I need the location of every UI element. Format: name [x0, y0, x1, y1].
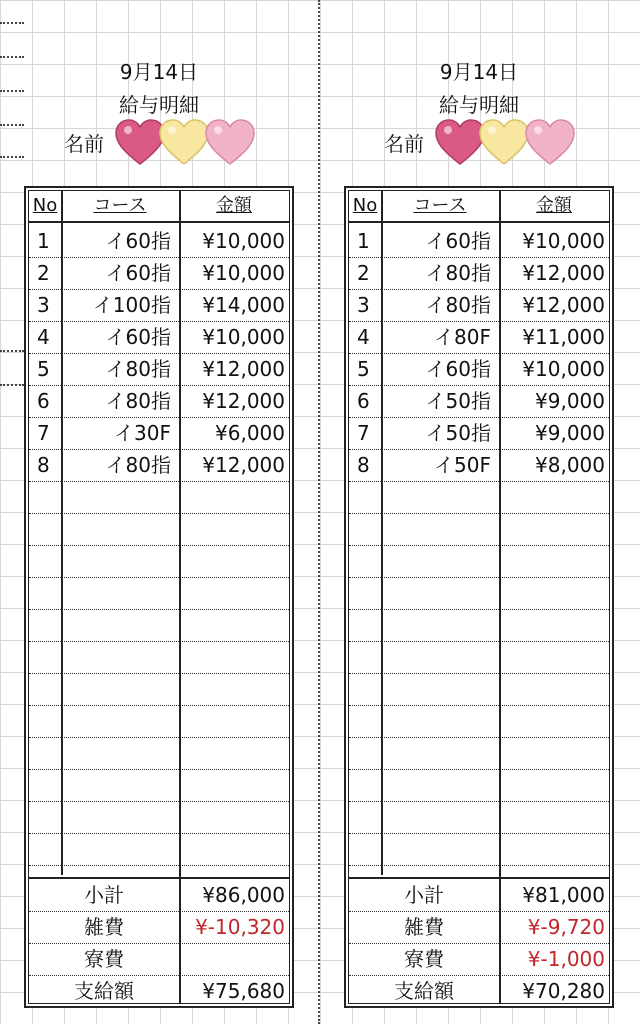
header-amount: 金額	[216, 195, 252, 216]
table-row	[349, 257, 609, 290]
row-no: 6	[357, 389, 370, 413]
row-no	[349, 513, 381, 545]
row-course: イ50F	[434, 453, 491, 477]
row-amount: ¥10,000	[202, 261, 285, 285]
table-body	[349, 225, 609, 873]
row-no: 7	[357, 421, 370, 445]
row-amount	[179, 577, 289, 609]
row-amount	[499, 513, 609, 545]
row-course	[381, 769, 499, 801]
row-amount	[499, 769, 609, 801]
row-amount	[179, 705, 289, 737]
row-no: 8	[357, 453, 370, 477]
row-amount	[499, 801, 609, 833]
page-break-mark	[0, 384, 24, 386]
header-no: No	[32, 195, 58, 216]
row-no	[349, 673, 381, 705]
heart-light-pink-icon	[524, 118, 576, 168]
row-no	[29, 481, 61, 513]
row-course	[381, 481, 499, 513]
empty-row	[29, 801, 289, 834]
misc-expense-row	[349, 911, 609, 944]
pay-label: 支給額	[74, 979, 134, 1003]
row-course	[381, 833, 499, 865]
summary-section	[349, 877, 609, 1003]
row-course	[61, 609, 179, 641]
row-no: 2	[357, 261, 370, 285]
row-course	[381, 673, 499, 705]
row-course	[61, 513, 179, 545]
subtotal-value: ¥86,000	[202, 883, 285, 907]
row-no	[349, 737, 381, 769]
row-course: イ80指	[105, 453, 171, 477]
table-row	[349, 449, 609, 482]
row-course	[381, 609, 499, 641]
row-no	[29, 705, 61, 737]
row-course: イ60指	[425, 229, 491, 253]
row-course: イ80指	[425, 261, 491, 285]
row-amount	[179, 609, 289, 641]
page-break-mark	[0, 56, 24, 58]
row-amount: ¥11,000	[522, 325, 605, 349]
subtotal-value: ¥81,000	[522, 883, 605, 907]
row-course	[381, 737, 499, 769]
table-row	[29, 417, 289, 450]
table-row	[29, 449, 289, 482]
row-amount: ¥9,000	[535, 389, 605, 413]
empty-row	[349, 609, 609, 642]
empty-row	[29, 577, 289, 610]
row-no: 4	[357, 325, 370, 349]
row-no	[349, 801, 381, 833]
row-amount	[499, 481, 609, 513]
page-break-mark	[0, 124, 24, 126]
table-row	[29, 385, 289, 418]
empty-row	[29, 481, 289, 514]
table-row	[349, 385, 609, 418]
row-course	[61, 545, 179, 577]
empty-row	[349, 673, 609, 706]
row-amount	[499, 705, 609, 737]
subtotal-label: 小計	[404, 883, 444, 907]
row-amount	[499, 577, 609, 609]
empty-row	[349, 801, 609, 834]
row-no	[29, 673, 61, 705]
row-course: イ60指	[105, 325, 171, 349]
row-amount: ¥12,000	[202, 453, 285, 477]
empty-row	[349, 769, 609, 802]
row-no	[29, 833, 61, 865]
row-course: イ60指	[105, 261, 171, 285]
row-course	[381, 513, 499, 545]
row-no: 1	[37, 229, 50, 253]
row-course	[381, 801, 499, 833]
row-amount: ¥12,000	[522, 261, 605, 285]
row-amount: ¥12,000	[202, 357, 285, 381]
row-amount	[179, 673, 289, 705]
row-amount	[179, 769, 289, 801]
summary-section	[29, 877, 289, 1003]
row-course: イ80指	[105, 389, 171, 413]
row-no	[29, 641, 61, 673]
row-course: イ60指	[425, 357, 491, 381]
row-amount: ¥10,000	[522, 357, 605, 381]
pay-value: ¥70,280	[522, 979, 605, 1003]
empty-row	[29, 833, 289, 866]
misc-label: 雑費	[84, 915, 124, 939]
empty-row	[349, 481, 609, 514]
row-course	[61, 737, 179, 769]
row-course	[381, 545, 499, 577]
row-no	[29, 801, 61, 833]
row-no: 6	[37, 389, 50, 413]
dorm-label: 寮費	[404, 947, 444, 971]
misc-label: 雑費	[404, 915, 444, 939]
table-row	[29, 289, 289, 322]
empty-row	[29, 769, 289, 802]
row-course	[61, 705, 179, 737]
row-course: イ80指	[425, 293, 491, 317]
row-amount	[179, 513, 289, 545]
dorm-fee-row	[349, 943, 609, 976]
row-no	[29, 577, 61, 609]
table-row	[29, 257, 289, 290]
empty-row	[29, 513, 289, 546]
subtotal-row	[29, 879, 289, 912]
row-course: イ60指	[105, 229, 171, 253]
table-row	[29, 321, 289, 354]
row-no	[349, 481, 381, 513]
pay-label: 支給額	[394, 979, 454, 1003]
net-pay-row	[29, 975, 289, 1008]
row-course	[61, 801, 179, 833]
empty-row	[349, 545, 609, 578]
row-no: 3	[37, 293, 50, 317]
row-no	[29, 513, 61, 545]
row-no	[349, 769, 381, 801]
row-no: 4	[37, 325, 50, 349]
row-amount: ¥9,000	[535, 421, 605, 445]
row-amount	[499, 833, 609, 865]
row-amount	[499, 641, 609, 673]
table-row	[349, 417, 609, 450]
table-row	[349, 353, 609, 386]
row-amount	[179, 801, 289, 833]
empty-row	[29, 737, 289, 770]
dorm-fee-row	[29, 943, 289, 976]
row-no	[349, 577, 381, 609]
row-no	[349, 609, 381, 641]
row-course: イ100指	[92, 293, 171, 317]
page-break-mark	[0, 22, 24, 24]
row-no: 8	[37, 453, 50, 477]
row-course: イ50指	[425, 421, 491, 445]
header-amount: 金額	[536, 195, 572, 216]
row-course	[61, 481, 179, 513]
row-amount: ¥12,000	[202, 389, 285, 413]
heart-yellow-icon	[478, 118, 530, 168]
row-no	[29, 737, 61, 769]
empty-row	[349, 833, 609, 866]
row-course	[61, 673, 179, 705]
table-row	[349, 225, 609, 258]
row-amount: ¥10,000	[522, 229, 605, 253]
misc-value: ¥-9,720	[527, 915, 605, 939]
name-label: 名前	[384, 132, 424, 156]
page-break-mark	[0, 350, 24, 352]
row-amount	[179, 545, 289, 577]
pay-slip-sheet	[344, 0, 614, 1024]
row-amount: ¥10,000	[202, 325, 285, 349]
row-course	[381, 577, 499, 609]
row-amount	[499, 609, 609, 641]
row-course: イ30F	[114, 421, 171, 445]
empty-row	[29, 673, 289, 706]
row-no: 5	[37, 357, 50, 381]
net-pay-row	[349, 975, 609, 1008]
row-no	[349, 705, 381, 737]
misc-value: ¥-10,320	[195, 915, 285, 939]
empty-row	[349, 577, 609, 610]
empty-row	[349, 513, 609, 546]
empty-row	[29, 609, 289, 642]
table-body	[29, 225, 289, 873]
row-amount: ¥14,000	[202, 293, 285, 317]
row-no	[349, 641, 381, 673]
header-course: コース	[413, 195, 467, 216]
row-course	[381, 705, 499, 737]
row-amount	[179, 481, 289, 513]
row-course	[61, 641, 179, 673]
page-break-line	[318, 0, 320, 1024]
row-no: 1	[357, 229, 370, 253]
empty-row	[349, 737, 609, 770]
row-course	[61, 769, 179, 801]
header-no: No	[352, 195, 378, 216]
row-amount	[499, 545, 609, 577]
row-course	[381, 641, 499, 673]
row-amount: ¥6,000	[215, 421, 285, 445]
row-no	[349, 545, 381, 577]
row-course	[61, 577, 179, 609]
row-course: イ50指	[425, 389, 491, 413]
page-break-mark	[0, 156, 24, 158]
pay-slip-table	[24, 186, 294, 1008]
empty-row	[29, 641, 289, 674]
row-course: イ80指	[105, 357, 171, 381]
name-label: 名前	[64, 132, 104, 156]
empty-row	[349, 705, 609, 738]
row-amount	[179, 833, 289, 865]
row-amount	[499, 673, 609, 705]
row-amount	[179, 641, 289, 673]
header-course: コース	[93, 195, 147, 216]
row-no	[29, 545, 61, 577]
row-amount: ¥12,000	[522, 293, 605, 317]
row-amount: ¥8,000	[535, 453, 605, 477]
row-amount	[179, 737, 289, 769]
heart-yellow-icon	[158, 118, 210, 168]
row-no: 7	[37, 421, 50, 445]
row-no: 5	[357, 357, 370, 381]
row-no	[29, 769, 61, 801]
pay-slip-sheet	[24, 0, 294, 1024]
row-course: イ80F	[434, 325, 491, 349]
slip-date: 9月14日	[119, 60, 199, 84]
subtotal-row	[349, 879, 609, 912]
heart-light-pink-icon	[204, 118, 256, 168]
empty-row	[29, 545, 289, 578]
slip-title: 給与明細	[439, 93, 519, 117]
slip-date: 9月14日	[439, 60, 519, 84]
slip-title: 給与明細	[119, 93, 199, 117]
empty-row	[349, 641, 609, 674]
misc-expense-row	[29, 911, 289, 944]
table-row	[29, 225, 289, 258]
row-no: 2	[37, 261, 50, 285]
row-no	[29, 609, 61, 641]
dorm-label: 寮費	[84, 947, 124, 971]
row-course	[61, 833, 179, 865]
row-amount: ¥10,000	[202, 229, 285, 253]
pay-slip-table	[344, 186, 614, 1008]
row-amount	[499, 737, 609, 769]
table-row	[349, 321, 609, 354]
table-row	[349, 289, 609, 322]
row-no: 3	[357, 293, 370, 317]
table-header	[349, 191, 609, 223]
table-row	[29, 353, 289, 386]
empty-row	[29, 705, 289, 738]
dorm-value: ¥-1,000	[527, 947, 605, 971]
page-break-mark	[0, 90, 24, 92]
pay-value: ¥75,680	[202, 979, 285, 1003]
subtotal-label: 小計	[84, 883, 124, 907]
row-no	[349, 833, 381, 865]
table-header	[29, 191, 289, 223]
